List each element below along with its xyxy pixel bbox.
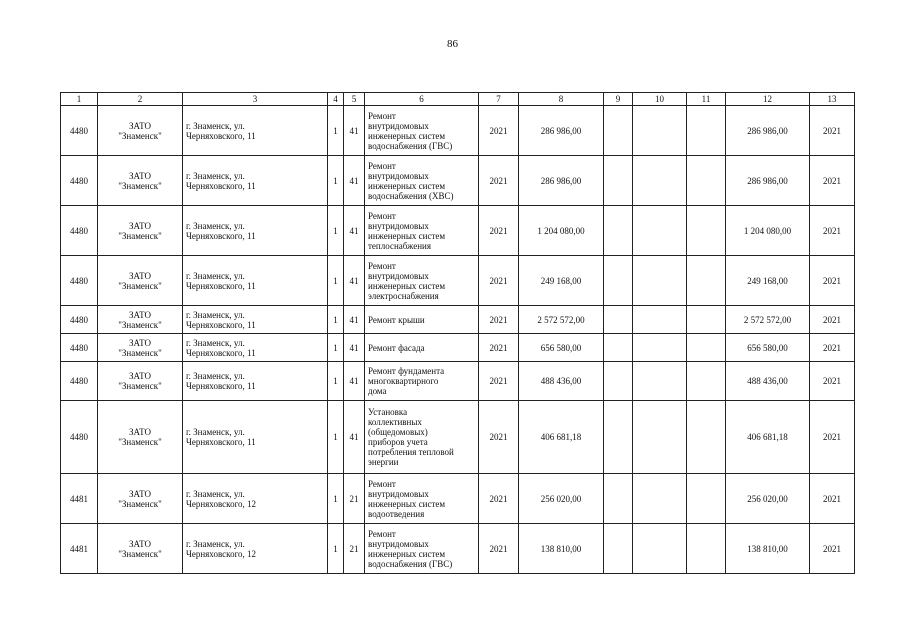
work-type-line: внутридомовых bbox=[368, 220, 429, 231]
address-line: Черняховского, 11 bbox=[186, 347, 256, 358]
cell-col5: 41 bbox=[344, 206, 365, 256]
cell-work-type bbox=[365, 362, 479, 401]
cell-address bbox=[183, 524, 328, 574]
municipality-line: ЗАТО bbox=[128, 220, 152, 231]
cell-object-id: 4480 bbox=[61, 362, 98, 401]
cell-object-id: 4480 bbox=[61, 306, 98, 334]
cell-total-cost: 488 436,00 bbox=[519, 362, 604, 401]
cell-object-id: 4480 bbox=[61, 106, 98, 156]
municipality-line: ЗАТО bbox=[128, 427, 152, 437]
cell-object-id: 4480 bbox=[61, 334, 98, 362]
cell-col5: 21 bbox=[344, 474, 365, 524]
cell-col4: 1 bbox=[328, 474, 344, 524]
cell-total-cost: 249 168,00 bbox=[519, 256, 604, 306]
register-table bbox=[60, 92, 855, 574]
cell-col5: 41 bbox=[344, 362, 365, 401]
cell-address bbox=[183, 256, 328, 306]
work-type-line: Установка bbox=[368, 407, 408, 417]
municipality-line: ЗАТО bbox=[128, 309, 152, 320]
column-header: 6 bbox=[365, 93, 479, 106]
cell-col4: 1 bbox=[328, 106, 344, 156]
work-type-line: водоотведения bbox=[368, 508, 425, 519]
cell-col4: 1 bbox=[328, 206, 344, 256]
work-type-line: инженерных систем bbox=[368, 230, 446, 241]
cell-completion-year: 2021 bbox=[810, 524, 855, 574]
column-header: 11 bbox=[687, 93, 726, 106]
work-type-line: инженерных систем bbox=[368, 130, 446, 141]
cell-col11 bbox=[687, 256, 726, 306]
municipality-line: "Знаменск" bbox=[118, 437, 162, 447]
municipality-line: ЗАТО bbox=[128, 488, 152, 499]
work-type-line: инженерных систем bbox=[368, 498, 446, 509]
cell-col9 bbox=[604, 401, 633, 474]
cell-address bbox=[183, 106, 328, 156]
cell-address bbox=[183, 156, 328, 206]
cell-col5: 41 bbox=[344, 306, 365, 334]
column-header: 13 bbox=[810, 93, 855, 106]
work-type-line: энергии bbox=[368, 457, 399, 467]
cell-col10 bbox=[633, 524, 687, 574]
cell-col11 bbox=[687, 306, 726, 334]
column-header: 8 bbox=[519, 93, 604, 106]
work-type-line: Ремонт фундамента bbox=[368, 366, 445, 376]
cell-completion-year: 2021 bbox=[810, 401, 855, 474]
cell-year: 2021 bbox=[479, 156, 519, 206]
cell-funding: 488 436,00 bbox=[726, 362, 810, 401]
cell-funding: 256 020,00 bbox=[726, 474, 810, 524]
cell-col4: 1 bbox=[328, 334, 344, 362]
address-line: г. Знаменск, ул. bbox=[186, 538, 245, 549]
municipality-line: "Знаменск" bbox=[118, 230, 162, 241]
address-line: Черняховского, 11 bbox=[186, 130, 256, 141]
cell-completion-year: 2021 bbox=[810, 106, 855, 156]
cell-municipality bbox=[98, 306, 183, 334]
cell-col10 bbox=[633, 362, 687, 401]
cell-col5: 41 bbox=[344, 401, 365, 474]
cell-funding: 249 168,00 bbox=[726, 256, 810, 306]
cell-col4: 1 bbox=[328, 401, 344, 474]
column-header: 2 bbox=[98, 93, 183, 106]
cell-funding: 406 681,18 bbox=[726, 401, 810, 474]
column-header: 10 bbox=[633, 93, 687, 106]
cell-total-cost: 406 681,18 bbox=[519, 401, 604, 474]
municipality-line: "Знаменск" bbox=[118, 381, 162, 391]
cell-year: 2021 bbox=[479, 334, 519, 362]
column-header: 4 bbox=[328, 93, 344, 106]
cell-address bbox=[183, 306, 328, 334]
work-type-line: теплоснабжения bbox=[368, 240, 431, 251]
cell-work-type bbox=[365, 306, 479, 334]
cell-col10 bbox=[633, 206, 687, 256]
cell-object-id: 4480 bbox=[61, 401, 98, 474]
cell-col5: 41 bbox=[344, 156, 365, 206]
cell-col9 bbox=[604, 106, 633, 156]
cell-col5: 41 bbox=[344, 106, 365, 156]
address-line: г. Знаменск, ул. bbox=[186, 309, 245, 320]
work-type-line: внутридомовых bbox=[368, 488, 429, 499]
cell-completion-year: 2021 bbox=[810, 256, 855, 306]
cell-col10 bbox=[633, 474, 687, 524]
cell-col11 bbox=[687, 106, 726, 156]
cell-work-type bbox=[365, 401, 479, 474]
address-line: Черняховского, 12 bbox=[186, 498, 257, 509]
cell-col9 bbox=[604, 474, 633, 524]
cell-municipality bbox=[98, 106, 183, 156]
column-header: 1 bbox=[61, 93, 98, 106]
cell-col9 bbox=[604, 524, 633, 574]
work-type-line: электроснабжения bbox=[368, 290, 439, 301]
column-header: 3 bbox=[183, 93, 328, 106]
municipality-line: ЗАТО bbox=[128, 337, 152, 348]
cell-col11 bbox=[687, 334, 726, 362]
cell-col9 bbox=[604, 156, 633, 206]
cell-completion-year: 2021 bbox=[810, 362, 855, 401]
address-line: г. Знаменск, ул. bbox=[186, 337, 245, 348]
cell-total-cost: 2 572 572,00 bbox=[519, 306, 604, 334]
cell-municipality bbox=[98, 474, 183, 524]
cell-col5: 41 bbox=[344, 256, 365, 306]
municipality-line: ЗАТО bbox=[128, 270, 152, 281]
cell-col10 bbox=[633, 156, 687, 206]
table-row bbox=[61, 106, 855, 156]
work-type-line: дома bbox=[368, 386, 387, 396]
work-type-line: потребления тепловой bbox=[368, 447, 454, 457]
cell-object-id: 4481 bbox=[61, 524, 98, 574]
work-type-line: коллективных bbox=[368, 417, 422, 427]
cell-work-type bbox=[365, 156, 479, 206]
cell-funding: 286 986,00 bbox=[726, 106, 810, 156]
cell-col9 bbox=[604, 334, 633, 362]
page-number: 86 bbox=[447, 38, 458, 50]
cell-funding: 138 810,00 bbox=[726, 524, 810, 574]
table-body bbox=[61, 106, 855, 574]
cell-col9 bbox=[604, 306, 633, 334]
cell-col5: 41 bbox=[344, 334, 365, 362]
cell-completion-year: 2021 bbox=[810, 306, 855, 334]
cell-municipality bbox=[98, 334, 183, 362]
cell-completion-year: 2021 bbox=[810, 474, 855, 524]
address-line: г. Знаменск, ул. bbox=[186, 270, 245, 281]
work-type-line: внутридомовых bbox=[368, 270, 429, 281]
table-row bbox=[61, 206, 855, 256]
address-line: Черняховского, 11 bbox=[186, 280, 256, 291]
cell-col11 bbox=[687, 156, 726, 206]
cell-work-type bbox=[365, 524, 479, 574]
cell-address bbox=[183, 334, 328, 362]
cell-col5: 21 bbox=[344, 524, 365, 574]
cell-object-id: 4481 bbox=[61, 474, 98, 524]
cell-address bbox=[183, 401, 328, 474]
cell-col4: 1 bbox=[328, 362, 344, 401]
work-type-line: Ремонт bbox=[368, 110, 396, 121]
cell-work-type bbox=[365, 106, 479, 156]
cell-col10 bbox=[633, 106, 687, 156]
work-type-line: водоснабжения (ГВС) bbox=[368, 558, 453, 569]
cell-col4: 1 bbox=[328, 156, 344, 206]
municipality-line: "Знаменск" bbox=[118, 280, 162, 291]
address-line: Черняховского, 11 bbox=[186, 381, 256, 391]
address-line: г. Знаменск, ул. bbox=[186, 488, 245, 499]
municipality-line: "Знаменск" bbox=[118, 319, 162, 330]
table-row bbox=[61, 334, 855, 362]
cell-year: 2021 bbox=[479, 106, 519, 156]
municipality-line: "Знаменск" bbox=[118, 180, 162, 191]
cell-year: 2021 bbox=[479, 306, 519, 334]
work-type-line: внутридомовых bbox=[368, 538, 429, 549]
cell-completion-year: 2021 bbox=[810, 334, 855, 362]
address-line: г. Знаменск, ул. bbox=[186, 371, 245, 381]
work-type-line: внутридомовых bbox=[368, 120, 429, 131]
cell-funding: 656 580,00 bbox=[726, 334, 810, 362]
work-type-line: многоквартирного bbox=[368, 376, 439, 386]
cell-completion-year: 2021 bbox=[810, 206, 855, 256]
municipality-line: ЗАТО bbox=[128, 120, 152, 131]
cell-total-cost: 286 986,00 bbox=[519, 106, 604, 156]
address-line: Черняховского, 11 bbox=[186, 437, 256, 447]
table-row bbox=[61, 256, 855, 306]
cell-total-cost: 138 810,00 bbox=[519, 524, 604, 574]
table-row bbox=[61, 524, 855, 574]
work-type-line: Ремонт крыши bbox=[368, 314, 425, 325]
municipality-line: ЗАТО bbox=[128, 538, 152, 549]
cell-col11 bbox=[687, 524, 726, 574]
table-row bbox=[61, 401, 855, 474]
column-header: 7 bbox=[479, 93, 519, 106]
address-line: Черняховского, 11 bbox=[186, 230, 256, 241]
cell-col10 bbox=[633, 256, 687, 306]
cell-year: 2021 bbox=[479, 524, 519, 574]
column-header: 9 bbox=[604, 93, 633, 106]
cell-year: 2021 bbox=[479, 362, 519, 401]
work-type-line: инженерных систем bbox=[368, 280, 446, 291]
work-type-line: внутридомовых bbox=[368, 170, 429, 181]
cell-total-cost: 1 204 080,00 bbox=[519, 206, 604, 256]
municipality-line: "Знаменск" bbox=[118, 548, 162, 559]
cell-object-id: 4480 bbox=[61, 206, 98, 256]
table-row bbox=[61, 306, 855, 334]
cell-year: 2021 bbox=[479, 474, 519, 524]
cell-work-type bbox=[365, 206, 479, 256]
cell-municipality bbox=[98, 256, 183, 306]
work-type-line: Ремонт фасада bbox=[368, 342, 425, 353]
work-type-line: водоснабжения (ХВС) bbox=[368, 190, 454, 201]
cell-col9 bbox=[604, 362, 633, 401]
work-type-line: Ремонт bbox=[368, 160, 396, 171]
municipality-line: ЗАТО bbox=[128, 170, 152, 181]
cell-municipality bbox=[98, 206, 183, 256]
cell-funding: 1 204 080,00 bbox=[726, 206, 810, 256]
table-row bbox=[61, 474, 855, 524]
cell-col4: 1 bbox=[328, 306, 344, 334]
cell-object-id: 4480 bbox=[61, 256, 98, 306]
municipality-line: "Знаменск" bbox=[118, 130, 162, 141]
cell-col4: 1 bbox=[328, 256, 344, 306]
work-type-line: Ремонт bbox=[368, 260, 396, 271]
work-type-line: приборов учета bbox=[368, 437, 428, 447]
cell-municipality bbox=[98, 156, 183, 206]
cell-municipality bbox=[98, 401, 183, 474]
cell-total-cost: 656 580,00 bbox=[519, 334, 604, 362]
cell-year: 2021 bbox=[479, 206, 519, 256]
cell-year: 2021 bbox=[479, 256, 519, 306]
cell-funding: 2 572 572,00 bbox=[726, 306, 810, 334]
municipality-line: ЗАТО bbox=[128, 371, 152, 381]
cell-completion-year: 2021 bbox=[810, 156, 855, 206]
work-type-line: Ремонт bbox=[368, 210, 396, 221]
cell-col10 bbox=[633, 334, 687, 362]
work-type-line: Ремонт bbox=[368, 478, 396, 489]
cell-col11 bbox=[687, 401, 726, 474]
table-row bbox=[61, 156, 855, 206]
cell-col10 bbox=[633, 401, 687, 474]
work-type-line: инженерных систем bbox=[368, 180, 446, 191]
address-line: г. Знаменск, ул. bbox=[186, 427, 245, 437]
column-header: 5 bbox=[344, 93, 365, 106]
cell-address bbox=[183, 206, 328, 256]
cell-col4: 1 bbox=[328, 524, 344, 574]
cell-total-cost: 286 986,00 bbox=[519, 156, 604, 206]
cell-address bbox=[183, 362, 328, 401]
municipality-line: "Знаменск" bbox=[118, 498, 162, 509]
cell-total-cost: 256 020,00 bbox=[519, 474, 604, 524]
cell-col11 bbox=[687, 362, 726, 401]
cell-year: 2021 bbox=[479, 401, 519, 474]
table-row bbox=[61, 362, 855, 401]
cell-municipality bbox=[98, 524, 183, 574]
work-type-line: инженерных систем bbox=[368, 548, 446, 559]
cell-col11 bbox=[687, 206, 726, 256]
cell-col9 bbox=[604, 206, 633, 256]
cell-work-type bbox=[365, 474, 479, 524]
cell-work-type bbox=[365, 334, 479, 362]
cell-address bbox=[183, 474, 328, 524]
address-line: Черняховского, 11 bbox=[186, 180, 256, 191]
address-line: Черняховского, 12 bbox=[186, 548, 257, 559]
address-line: г. Знаменск, ул. bbox=[186, 220, 245, 231]
municipality-line: "Знаменск" bbox=[118, 347, 162, 358]
cell-funding: 286 986,00 bbox=[726, 156, 810, 206]
work-type-line: (общедомовых) bbox=[368, 427, 428, 437]
cell-col9 bbox=[604, 256, 633, 306]
column-header: 12 bbox=[726, 93, 810, 106]
work-type-line: Ремонт bbox=[368, 528, 396, 539]
work-type-line: водоснабжения (ГВС) bbox=[368, 140, 453, 151]
cell-work-type bbox=[365, 256, 479, 306]
address-line: г. Знаменск, ул. bbox=[186, 170, 245, 181]
cell-col10 bbox=[633, 306, 687, 334]
cell-col11 bbox=[687, 474, 726, 524]
cell-object-id: 4480 bbox=[61, 156, 98, 206]
header-row bbox=[61, 93, 855, 106]
address-line: Черняховского, 11 bbox=[186, 319, 256, 330]
address-line: г. Знаменск, ул. bbox=[186, 120, 245, 131]
cell-municipality bbox=[98, 362, 183, 401]
